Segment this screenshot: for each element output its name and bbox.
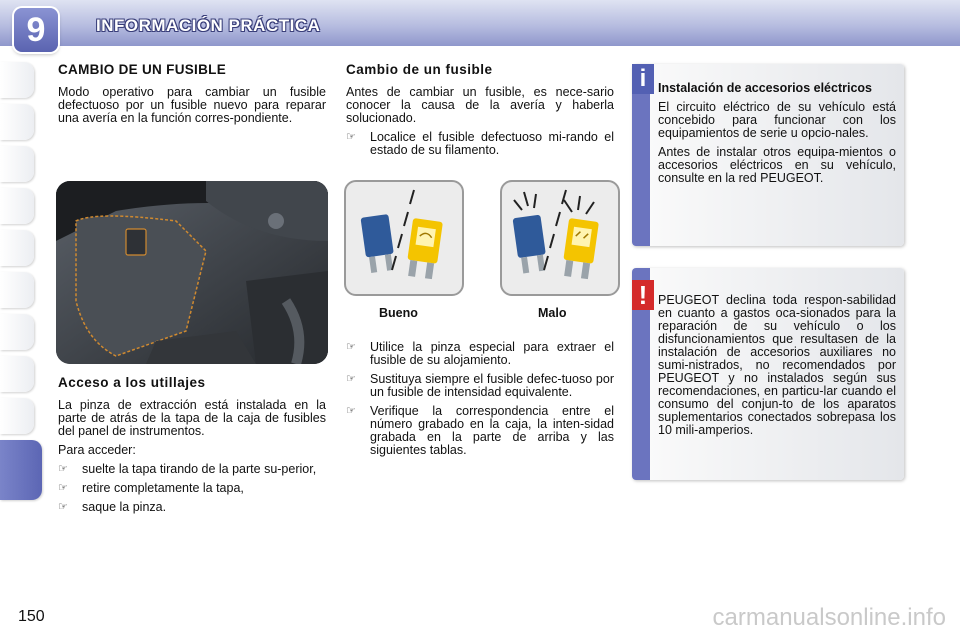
intro-text: Antes de cambiar un fusible, es nece-sario conocer la causa de la avería y haberla solucionado. — [346, 85, 614, 125]
chapter-tab[interactable] — [0, 398, 34, 434]
middle-steps — [346, 341, 614, 463]
list-item — [58, 482, 326, 495]
info-box-heading: Instalación de accesorios eléctricos — [658, 81, 872, 95]
chapter-tab[interactable] — [0, 272, 34, 308]
warning-text: PEUGEOT declina toda respon-sabilidad en cuanto a gastos oca-sionados para la reparación de su vehículo o los disfuncionamientos que resultasen de la instalación de accesorios auxiliares no sumi-nistrados, no recomendados por PEUGEOT y no instalados según sus recomendaciones, en particu-lar cuando el consumo del conjun-to de los aparatos suplementarios conectados sobrepasa los 10 mili-amperios. — [658, 293, 896, 437]
fuse-bad-illustration — [500, 180, 620, 296]
list-item — [346, 131, 614, 157]
chapter-title: INFORMACIÓN PRÁCTICA — [96, 16, 321, 35]
chapter-tab[interactable] — [0, 356, 34, 392]
fuse-good-illustration — [344, 180, 464, 296]
intro-text: Modo operativo para cambiar un fusible defectuoso por un fusible nuevo para reparar una avería en la función corres-pondiente. — [58, 85, 326, 125]
pointing-hand-icon: ☞ — [346, 405, 356, 417]
warning-box-body — [658, 294, 896, 443]
tools-text: La pinza de extracción está instalada en la parte de atrás de la tapa de la caja de fusibles del panel de instrumentos. — [58, 398, 326, 438]
list-item-text: retire completamente la tapa, — [82, 481, 244, 495]
watermark: carmanualsonline.info — [712, 604, 946, 631]
chapter-tab[interactable] — [0, 188, 34, 224]
chapter-tabs — [0, 62, 34, 577]
warning-box — [632, 268, 904, 480]
chapter-tab[interactable] — [0, 230, 34, 266]
pointing-hand-icon: ☞ — [346, 341, 356, 353]
chapter-tab-active[interactable] — [0, 440, 42, 500]
warning-icon: ! — [632, 280, 654, 310]
list-item-text: Utilice la pinza especial para extraer el fusible de su alojamiento. — [370, 340, 614, 367]
page-number: 150 — [18, 608, 45, 625]
list-item-text: Verifique la correspondencia entre el número grabado en la caja, la inten-sidad grabada en la parte de arriba y las siguientes tablas. — [370, 404, 614, 457]
info-icon: i — [632, 64, 654, 94]
info-box-paragraph: El circuito eléctrico de su vehículo está concebido para funcionar con los equipamientos de serie u opcio-nales. — [658, 100, 896, 140]
list-item — [58, 501, 326, 514]
fuse-panel-cover-illustration — [56, 181, 328, 364]
list-item — [346, 341, 614, 367]
dashboard-photo — [56, 181, 328, 364]
list-item-text: Localice el fusible defectuoso mi-rando el estado de su filamento. — [370, 130, 614, 157]
fuse-bad-label: Malo — [538, 306, 567, 320]
tools-section — [58, 376, 326, 520]
list-item — [346, 405, 614, 457]
list-item-text: suelte la tapa tirando de la parte su-perior, — [82, 462, 317, 476]
list-item — [346, 373, 614, 399]
info-box-body — [658, 82, 896, 191]
section-heading: Cambio de un fusible — [346, 62, 493, 77]
pointing-hand-icon: ☞ — [58, 482, 68, 494]
middle-column — [346, 63, 614, 163]
list-item-text: saque la pinza. — [82, 500, 167, 514]
chapter-tab[interactable] — [0, 104, 34, 140]
page-header — [0, 0, 960, 49]
list-item — [58, 463, 326, 476]
info-box — [632, 64, 904, 246]
info-box-paragraph: Antes de instalar otros equipa-mientos o accesorios eléctricos en su vehículo, consulte en la red PEUGEOT. — [658, 145, 896, 185]
pointing-hand-icon: ☞ — [346, 373, 356, 385]
chapter-tab[interactable] — [0, 146, 34, 182]
access-label: Para acceder: — [58, 443, 136, 457]
chapter-number-badge: 9 — [14, 8, 58, 52]
section-title: CAMBIO DE UN FUSIBLE — [58, 62, 226, 77]
left-column — [58, 63, 326, 131]
pointing-hand-icon: ☞ — [58, 463, 68, 475]
fuse-good-label: Bueno — [379, 306, 418, 320]
list-item-text: Sustituya siempre el fusible defec-tuoso por un fusible de intensidad equivalente. — [370, 372, 614, 399]
tools-heading: Acceso a los utillajes — [58, 375, 206, 390]
chapter-tab[interactable] — [0, 314, 34, 350]
pointing-hand-icon: ☞ — [346, 131, 356, 143]
chapter-tab[interactable] — [0, 62, 34, 98]
pointing-hand-icon: ☞ — [58, 501, 68, 513]
